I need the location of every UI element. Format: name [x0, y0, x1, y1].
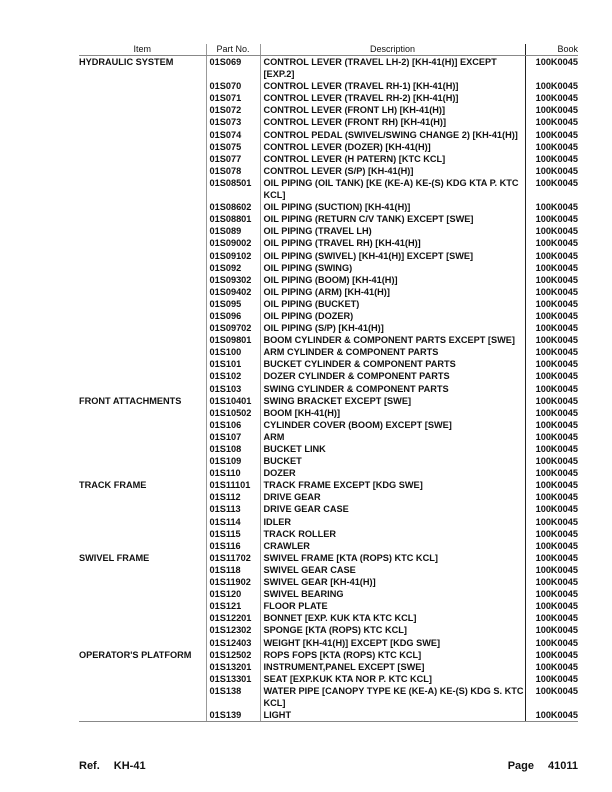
part-no-cell: 01S101: [206, 358, 260, 370]
part-no-cell: 01S095: [206, 298, 260, 310]
item-cell: [79, 673, 206, 685]
item-cell: [79, 661, 206, 673]
book-cell: 100K0045: [525, 334, 578, 346]
description-cell: BUCKET CYLINDER & COMPONENT PARTS: [260, 358, 525, 370]
book-cell: 100K0045: [525, 624, 578, 636]
part-no-cell: 01S108: [206, 443, 260, 455]
description-cell: TRACK FRAME EXCEPT [KDG SWE]: [260, 479, 525, 491]
part-no-cell: 01S09801: [206, 334, 260, 346]
book-cell: 100K0045: [525, 564, 578, 576]
description-cell: SWIVEL BEARING: [260, 588, 525, 600]
page-number: 41011: [548, 760, 578, 772]
description-cell: BONNET [EXP. KUK KTA KTC KCL]: [260, 612, 525, 624]
part-no-cell: 01S09302: [206, 274, 260, 286]
table-row: [79, 92, 578, 104]
table-row: [79, 370, 578, 382]
description-cell: CONTROL LEVER (DOZER) [KH-41(H)]: [260, 141, 525, 153]
book-cell: 100K0045: [525, 56, 578, 81]
item-cell: [79, 225, 206, 237]
table-row: [79, 104, 578, 116]
table-row: [79, 334, 578, 346]
part-no-cell: 01S10401: [206, 395, 260, 407]
table-row: [79, 552, 578, 564]
ref-value: KH-41: [113, 760, 146, 772]
description-cell: CONTROL LEVER (TRAVEL LH-2) [KH-41(H)] EXCEPT [EXP.2]: [260, 56, 525, 81]
book-cell: 100K0045: [525, 419, 578, 431]
item-cell: [79, 116, 206, 128]
item-cell: HYDRAULIC SYSTEM: [79, 57, 174, 67]
book-cell: 100K0045: [525, 685, 578, 709]
table-row: [79, 503, 578, 515]
item-cell: [79, 213, 206, 225]
item-cell: [79, 262, 206, 274]
table-row: [79, 661, 578, 673]
part-no-cell: 01S09102: [206, 250, 260, 262]
part-no-cell: 01S08801: [206, 213, 260, 225]
description-cell: ARM CYLINDER & COMPONENT PARTS: [260, 346, 525, 358]
item-cell: [79, 104, 206, 116]
table-row: [79, 56, 578, 81]
description-cell: CONTROL PEDAL (SWIVEL/SWING CHANGE 2) [KH-41(H)]: [260, 129, 525, 141]
table-row: [79, 443, 578, 455]
item-cell: [79, 237, 206, 249]
description-cell: OIL PIPING (OIL TANK) [KE (KE-A) KE-(S) KDG KTA P. KTC KCL]: [260, 177, 525, 201]
book-cell: 100K0045: [525, 491, 578, 503]
part-no-cell: 01S12201: [206, 612, 260, 624]
book-cell: 100K0045: [525, 467, 578, 479]
description-cell: ROPS FOPS [KTA (ROPS) KTC KCL]: [260, 649, 525, 661]
table-row: [79, 649, 578, 661]
part-no-cell: 01S110: [206, 467, 260, 479]
table-row: [79, 564, 578, 576]
book-cell: 100K0045: [525, 576, 578, 588]
description-cell: OIL PIPING (SWIVEL) [KH-41(H)] EXCEPT [SWE]: [260, 250, 525, 262]
description-cell: DOZER: [260, 467, 525, 479]
item-cell: [79, 370, 206, 382]
item-cell: [79, 298, 206, 310]
table-row: [79, 237, 578, 249]
table-row: [79, 528, 578, 540]
part-no-cell: 01S09402: [206, 286, 260, 298]
book-cell: 100K0045: [525, 129, 578, 141]
description-cell: SWING CYLINDER & COMPONENT PARTS: [260, 383, 525, 395]
table-row: [79, 383, 578, 395]
description-cell: BUCKET LINK: [260, 443, 525, 455]
item-cell: [79, 346, 206, 358]
item-cell: [79, 92, 206, 104]
description-cell: OIL PIPING (SUCTION) [KH-41(H)]: [260, 201, 525, 213]
table-row: [79, 129, 578, 141]
item-cell: TRACK FRAME: [79, 480, 147, 491]
table-row: [79, 395, 578, 407]
table-row: [79, 624, 578, 636]
part-no-cell: 01S08501: [206, 177, 260, 201]
description-cell: CONTROL LEVER (FRONT RH) [KH-41(H)]: [260, 116, 525, 128]
book-cell: 100K0045: [525, 274, 578, 286]
book-cell: 100K0045: [525, 358, 578, 370]
table-row: [79, 540, 578, 552]
book-cell: 100K0045: [525, 443, 578, 455]
item-cell: FRONT ATTACHMENTS: [79, 395, 182, 406]
book-cell: 100K0045: [525, 395, 578, 407]
part-no-cell: 01S114: [206, 516, 260, 528]
description-cell: BOOM CYLINDER & COMPONENT PARTS EXCEPT [SWE]: [260, 334, 525, 346]
part-no-cell: 01S12502: [206, 649, 260, 661]
description-cell: DRIVE GEAR: [260, 491, 525, 503]
book-cell: 100K0045: [525, 552, 578, 564]
page-label: Page: [507, 760, 535, 772]
item-cell: [79, 467, 206, 479]
book-cell: 100K0045: [525, 298, 578, 310]
part-no-cell: 01S11702: [206, 552, 260, 564]
item-cell: [79, 407, 206, 419]
description-cell: OIL PIPING (SWING): [260, 262, 525, 274]
description-cell: DOZER CYLINDER & COMPONENT PARTS: [260, 370, 525, 382]
item-cell: [79, 503, 206, 515]
part-no-cell: 01S096: [206, 310, 260, 322]
part-no-cell: 01S121: [206, 600, 260, 612]
book-cell: 100K0045: [525, 455, 578, 467]
description-cell: OIL PIPING (DOZER): [260, 310, 525, 322]
header-description: Description: [260, 44, 525, 56]
book-cell: 100K0045: [525, 213, 578, 225]
table-row: [79, 346, 578, 358]
part-no-cell: 01S113: [206, 503, 260, 515]
item-cell: [79, 177, 206, 201]
description-cell: BUCKET: [260, 455, 525, 467]
item-cell: [79, 600, 206, 612]
parts-index-table: [79, 44, 578, 722]
part-no-cell: 01S112: [206, 491, 260, 503]
item-cell: [79, 516, 206, 528]
book-cell: 100K0045: [525, 262, 578, 274]
item-cell: [79, 685, 206, 709]
part-no-cell: 01S074: [206, 129, 260, 141]
description-cell: OIL PIPING (BOOM) [KH-41(H)]: [260, 274, 525, 286]
table-row: [79, 431, 578, 443]
part-no-cell: 01S109: [206, 455, 260, 467]
description-cell: CONTROL LEVER (H PATERN) [KTC KCL]: [260, 153, 525, 165]
table-row: [79, 673, 578, 685]
table-row: [79, 637, 578, 649]
item-cell: [79, 165, 206, 177]
part-no-cell: 01S12302: [206, 624, 260, 636]
item-cell: OPERATOR'S PLATFORM: [79, 649, 192, 660]
part-no-cell: 01S102: [206, 370, 260, 382]
part-no-cell: 01S089: [206, 225, 260, 237]
part-no-cell: 01S11101: [206, 479, 260, 491]
item-cell: [79, 576, 206, 588]
table-row: [79, 80, 578, 92]
description-cell: SWIVEL FRAME [KTA (ROPS) KTC KCL]: [260, 552, 525, 564]
book-cell: 100K0045: [525, 661, 578, 673]
item-cell: [79, 564, 206, 576]
part-no-cell: 01S10502: [206, 407, 260, 419]
part-no-cell: 01S078: [206, 165, 260, 177]
part-no-cell: 01S116: [206, 540, 260, 552]
item-cell: [79, 310, 206, 322]
description-cell: CRAWLER: [260, 540, 525, 552]
description-cell: WEIGHT [KH-41(H)] EXCEPT [KDG SWE]: [260, 637, 525, 649]
book-cell: 100K0045: [525, 383, 578, 395]
description-cell: TRACK ROLLER: [260, 528, 525, 540]
part-no-cell: 01S139: [206, 709, 260, 722]
description-cell: CYLINDER COVER (BOOM) EXCEPT [SWE]: [260, 419, 525, 431]
table-row: [79, 298, 578, 310]
table-row: [79, 286, 578, 298]
book-cell: 100K0045: [525, 370, 578, 382]
table-row: [79, 274, 578, 286]
book-cell: 100K0045: [525, 649, 578, 661]
part-no-cell: 01S09702: [206, 322, 260, 334]
header-part-no: Part No.: [206, 44, 260, 56]
item-cell: [79, 612, 206, 624]
table-row: [79, 467, 578, 479]
part-no-cell: 01S13201: [206, 661, 260, 673]
description-cell: OIL PIPING (ARM) [KH-41(H)]: [260, 286, 525, 298]
description-cell: OIL PIPING (S/P) [KH-41(H)]: [260, 322, 525, 334]
table-row: [79, 358, 578, 370]
item-cell: [79, 153, 206, 165]
book-cell: 100K0045: [525, 92, 578, 104]
description-cell: SWING BRACKET EXCEPT [SWE]: [260, 395, 525, 407]
book-cell: 100K0045: [525, 407, 578, 419]
item-cell: [79, 455, 206, 467]
item-cell: [79, 274, 206, 286]
table-row: [79, 201, 578, 213]
item-cell: [79, 588, 206, 600]
description-cell: OIL PIPING (RETURN C/V TANK) EXCEPT [SWE]: [260, 213, 525, 225]
description-cell: CONTROL LEVER (TRAVEL RH-2) [KH-41(H)]: [260, 92, 525, 104]
book-cell: 100K0045: [525, 225, 578, 237]
item-cell: [79, 80, 206, 92]
item-cell: [79, 419, 206, 431]
item-cell: [79, 383, 206, 395]
description-cell: FLOOR PLATE: [260, 600, 525, 612]
table-row: [79, 685, 578, 709]
part-no-cell: 01S120: [206, 588, 260, 600]
item-cell: [79, 637, 206, 649]
table-row: [79, 479, 578, 491]
table-row: [79, 419, 578, 431]
book-cell: 100K0045: [525, 141, 578, 153]
header-item: Item: [79, 44, 206, 56]
description-cell: OIL PIPING (TRAVEL RH) [KH-41(H)]: [260, 237, 525, 249]
book-cell: 100K0045: [525, 104, 578, 116]
book-cell: 100K0045: [525, 588, 578, 600]
item-cell: [79, 129, 206, 141]
book-cell: 100K0045: [525, 116, 578, 128]
part-no-cell: 01S115: [206, 528, 260, 540]
description-cell: INSTRUMENT,PANEL EXCEPT [SWE]: [260, 661, 525, 673]
book-cell: 100K0045: [525, 540, 578, 552]
description-cell: WATER PIPE [CANOPY TYPE KE (KE-A) KE-(S) KDG S. KTC KCL]: [260, 685, 525, 709]
book-cell: 100K0045: [525, 528, 578, 540]
description-cell: DRIVE GEAR CASE: [260, 503, 525, 515]
table-row: [79, 225, 578, 237]
item-cell: [79, 201, 206, 213]
description-cell: SPONGE [KTA (ROPS) KTC KCL]: [260, 624, 525, 636]
description-cell: SWIVEL GEAR [KH-41(H)]: [260, 576, 525, 588]
part-no-cell: 01S103: [206, 383, 260, 395]
table-row: [79, 455, 578, 467]
part-no-cell: 01S072: [206, 104, 260, 116]
book-cell: 100K0045: [525, 177, 578, 201]
table-row: [79, 141, 578, 153]
table-row: [79, 491, 578, 503]
book-cell: 100K0045: [525, 80, 578, 92]
part-no-cell: 01S12403: [206, 637, 260, 649]
part-no-cell: 01S11902: [206, 576, 260, 588]
item-cell: [79, 322, 206, 334]
book-cell: 100K0045: [525, 322, 578, 334]
item-cell: [79, 528, 206, 540]
book-cell: 100K0045: [525, 479, 578, 491]
table-row: [79, 262, 578, 274]
book-cell: 100K0045: [525, 153, 578, 165]
item-cell: [79, 334, 206, 346]
book-cell: 100K0045: [525, 286, 578, 298]
part-no-cell: 01S106: [206, 419, 260, 431]
item-cell: SWIVEL FRAME: [79, 552, 150, 563]
book-cell: 100K0045: [525, 709, 578, 722]
table-row: [79, 177, 578, 201]
header-book: Book: [525, 44, 578, 56]
book-cell: 100K0045: [525, 673, 578, 685]
description-cell: CONTROL LEVER (FRONT LH) [KH-41(H)]: [260, 104, 525, 116]
part-no-cell: 01S08602: [206, 201, 260, 213]
table-row: [79, 250, 578, 262]
table-row: [79, 588, 578, 600]
item-cell: [79, 141, 206, 153]
book-cell: 100K0045: [525, 346, 578, 358]
description-cell: ARM: [260, 431, 525, 443]
book-cell: 100K0045: [525, 201, 578, 213]
book-cell: 100K0045: [525, 237, 578, 249]
part-no-cell: 01S075: [206, 141, 260, 153]
part-no-cell: 01S069: [206, 56, 260, 81]
table-row: [79, 576, 578, 588]
ref-label: Ref.: [79, 760, 100, 772]
part-no-cell: 01S092: [206, 262, 260, 274]
item-cell: [79, 624, 206, 636]
item-cell: [79, 431, 206, 443]
book-cell: 100K0045: [525, 310, 578, 322]
part-no-cell: 01S107: [206, 431, 260, 443]
book-cell: 100K0045: [525, 600, 578, 612]
book-cell: 100K0045: [525, 431, 578, 443]
description-cell: IDLER: [260, 516, 525, 528]
book-cell: 100K0045: [525, 612, 578, 624]
description-cell: OIL PIPING (BUCKET): [260, 298, 525, 310]
book-cell: 100K0045: [525, 516, 578, 528]
description-cell: BOOM [KH-41(H)]: [260, 407, 525, 419]
table-row: [79, 153, 578, 165]
item-cell: [79, 358, 206, 370]
book-cell: 100K0045: [525, 503, 578, 515]
part-no-cell: 01S073: [206, 116, 260, 128]
table-row: [79, 407, 578, 419]
item-cell: [79, 286, 206, 298]
book-cell: 100K0045: [525, 637, 578, 649]
description-cell: OIL PIPING (TRAVEL LH): [260, 225, 525, 237]
item-cell: [79, 443, 206, 455]
part-no-cell: 01S13301: [206, 673, 260, 685]
description-cell: LIGHT: [260, 709, 525, 722]
table-row: [79, 310, 578, 322]
description-cell: SEAT [EXP.KUK KTA NOR P. KTC KCL]: [260, 673, 525, 685]
part-no-cell: 01S070: [206, 80, 260, 92]
part-no-cell: 01S071: [206, 92, 260, 104]
table-row: [79, 213, 578, 225]
part-no-cell: 01S138: [206, 685, 260, 709]
item-cell: [79, 540, 206, 552]
table-row: [79, 322, 578, 334]
item-cell: [79, 709, 206, 722]
table-header: [79, 44, 578, 56]
part-no-cell: 01S100: [206, 346, 260, 358]
table-row: [79, 612, 578, 624]
description-cell: SWIVEL GEAR CASE: [260, 564, 525, 576]
description-cell: CONTROL LEVER (S/P) [KH-41(H)]: [260, 165, 525, 177]
part-no-cell: 01S118: [206, 564, 260, 576]
part-no-cell: 01S09002: [206, 237, 260, 249]
table-row: [79, 116, 578, 128]
table-row: [79, 709, 578, 722]
table-row: [79, 165, 578, 177]
item-cell: [79, 491, 206, 503]
table-row: [79, 516, 578, 528]
table-row: [79, 600, 578, 612]
description-cell: CONTROL LEVER (TRAVEL RH-1) [KH-41(H)]: [260, 80, 525, 92]
book-cell: 100K0045: [525, 165, 578, 177]
part-no-cell: 01S077: [206, 153, 260, 165]
book-cell: 100K0045: [525, 250, 578, 262]
item-cell: [79, 250, 206, 262]
